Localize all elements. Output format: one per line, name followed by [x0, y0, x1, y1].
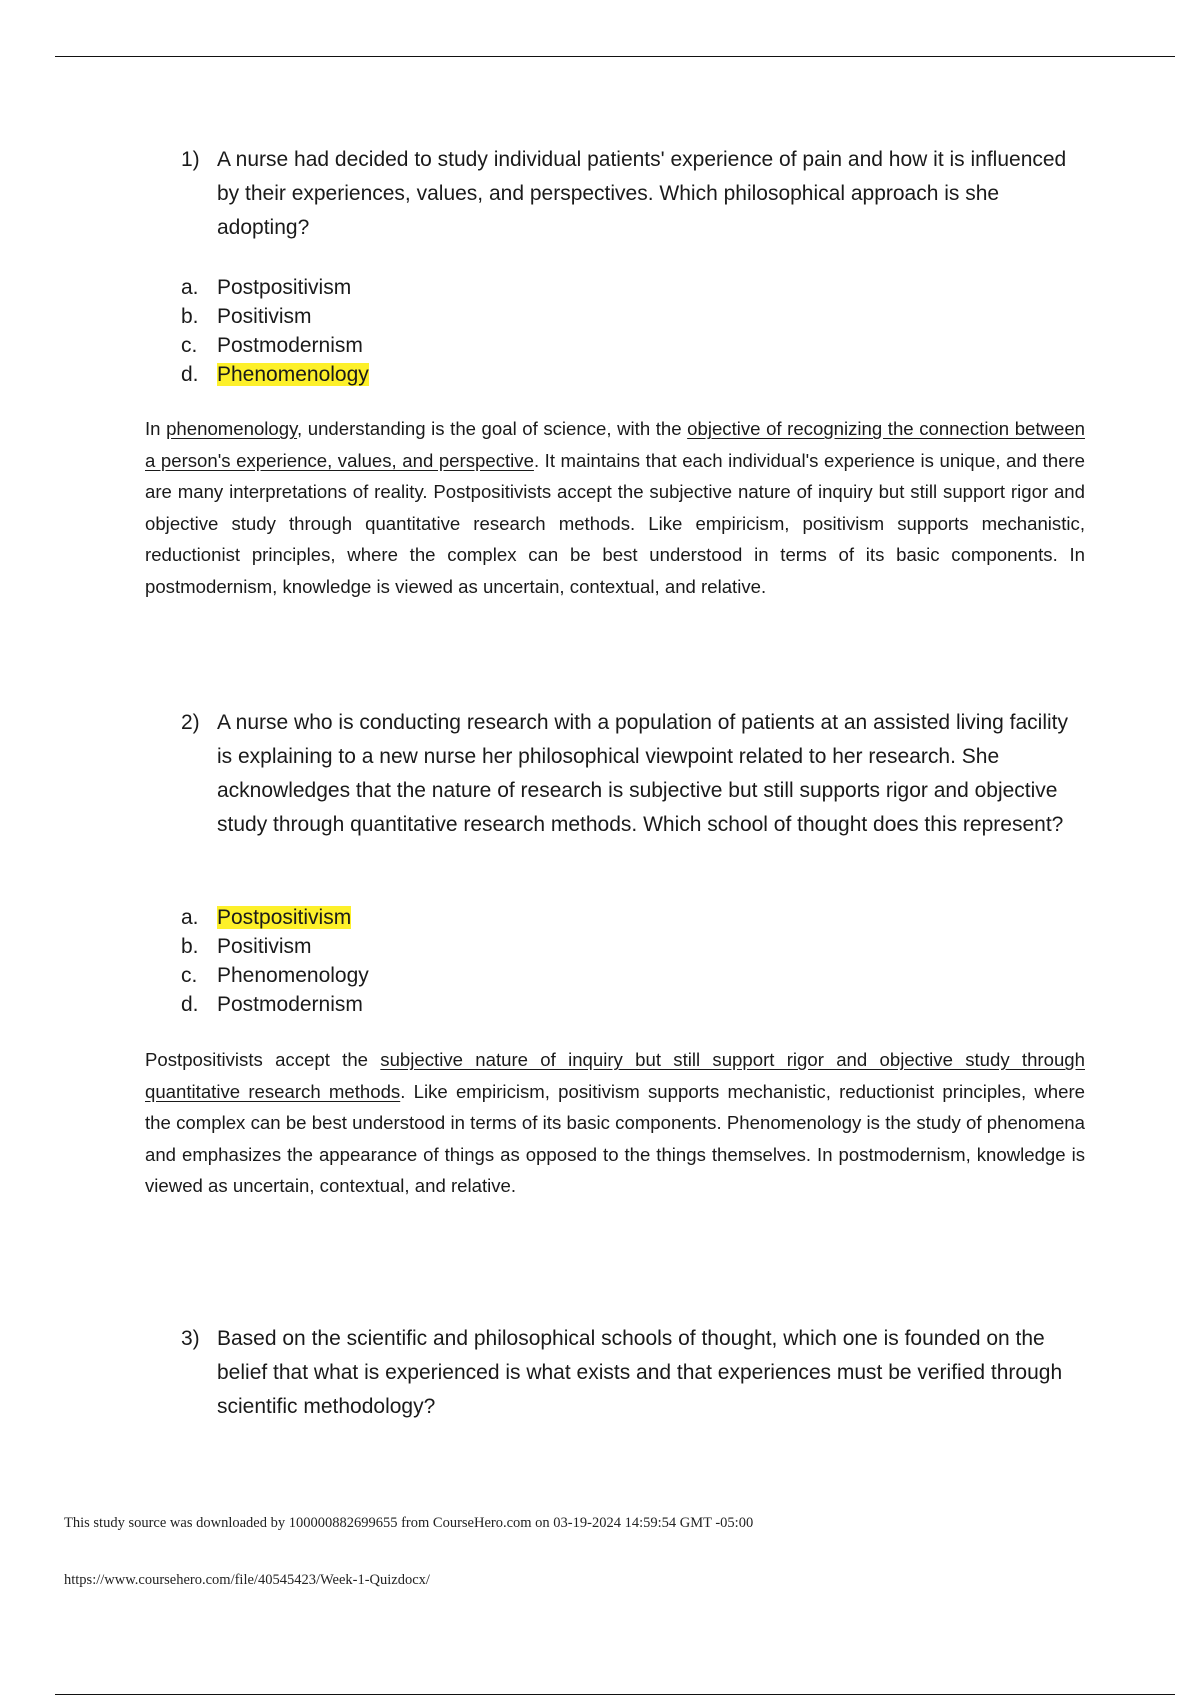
- underlined-phrase: objective of recognizing the connection between a person's experience, values, and perspective: [145, 418, 1085, 471]
- explanation-1: [145, 413, 1085, 602]
- option-label: Postpositivism: [217, 276, 352, 299]
- header-rule: [55, 56, 1175, 57]
- option-label: Phenomenology: [217, 964, 369, 987]
- option-c: [181, 961, 369, 990]
- underlined-phrase: subjective nature of inquiry but still support rigor and objective study through quantitative research methods: [145, 1049, 1085, 1102]
- option-d: [181, 360, 369, 389]
- option-b: [181, 302, 369, 331]
- underlined-term: phenomenology: [166, 418, 298, 439]
- option-c: [181, 331, 369, 360]
- option-a: [181, 903, 369, 932]
- footer-rule: [55, 1694, 1175, 1695]
- question-text: A nurse had decided to study individual patients' experience of pain and how it is influenced by their experiences, values, and perspectives. Which philosophical approach is she adopting?: [217, 148, 1067, 239]
- question-number: 3): [181, 1327, 200, 1350]
- option-letter: c.: [181, 964, 198, 987]
- question-2: [181, 706, 1081, 842]
- explanation-text: . Like empiricism, positivism supports mechanistic, reductionist principles, where the complex can be best understood in terms of its basic components. Phenomenology is the study of phenomena and emphasizes the appearance of things as opposed to the things themselves. In postmodernism, knowledge is viewed as uncertain, contextual, and relative.: [145, 1080, 1085, 1196]
- option-letter: a.: [181, 906, 199, 929]
- explanation-text: In: [145, 418, 167, 439]
- question-text: Based on the scientific and philosophical schools of thought, which one is founded on the belief that what is experienced is what exists and that experiences must be verified through scientific methodology?: [217, 1327, 1063, 1418]
- option-letter: d.: [181, 363, 199, 386]
- option-label: Postmodernism: [217, 993, 363, 1016]
- correct-answer-highlight: Phenomenology: [217, 363, 369, 386]
- answer-options-2: [181, 903, 369, 1019]
- question-number: 2): [181, 711, 200, 734]
- option-b: [181, 932, 369, 961]
- question-1: [181, 143, 1081, 245]
- option-label: Positivism: [217, 935, 312, 958]
- option-letter: d.: [181, 993, 199, 1016]
- option-letter: b.: [181, 305, 199, 328]
- download-source-line: This study source was downloaded by 100000882699655 from CourseHero.com on 03-19-2024 14:59:54 GMT -05:00: [64, 1515, 754, 1531]
- question-3: [181, 1322, 1081, 1424]
- option-label: Positivism: [217, 305, 312, 328]
- option-label: Postmodernism: [217, 334, 363, 357]
- explanation-text: . It maintains that each individual's experience is unique, and there are many interpretations of reality. Postpositivists accept the subjective nature of inquiry but still support rigor and objective study through quantitative research methods. Like empiricism, positivism supports mechanistic, reductionist principles, where the complex can be best understood in terms of its basic components. In postmodernism, knowledge is viewed as uncertain, contextual, and relative.: [145, 449, 1085, 597]
- explanation-text: , understanding is the goal of science, with the: [297, 418, 688, 439]
- source-url[interactable]: https://www.coursehero.com/file/40545423/Week-1-Quizdocx/: [64, 1572, 430, 1588]
- option-letter: a.: [181, 276, 199, 299]
- question-number: 1): [181, 148, 200, 171]
- answer-options-1: [181, 273, 369, 389]
- option-letter: b.: [181, 935, 199, 958]
- option-d: [181, 990, 369, 1019]
- option-a: [181, 273, 369, 302]
- explanation-2: [145, 1044, 1085, 1202]
- option-letter: c.: [181, 334, 198, 357]
- correct-answer-highlight: Postpositivism: [217, 906, 352, 929]
- question-text: A nurse who is conducting research with a population of patients at an assisted living facility is explaining to a new nurse her philosophical viewpoint related to her research. She acknowledges that the nature of research is subjective but still supports rigor and objective study through quantitative research methods. Which school of thought does this represent?: [217, 711, 1068, 836]
- explanation-text: Postpositivists accept the: [145, 1049, 381, 1070]
